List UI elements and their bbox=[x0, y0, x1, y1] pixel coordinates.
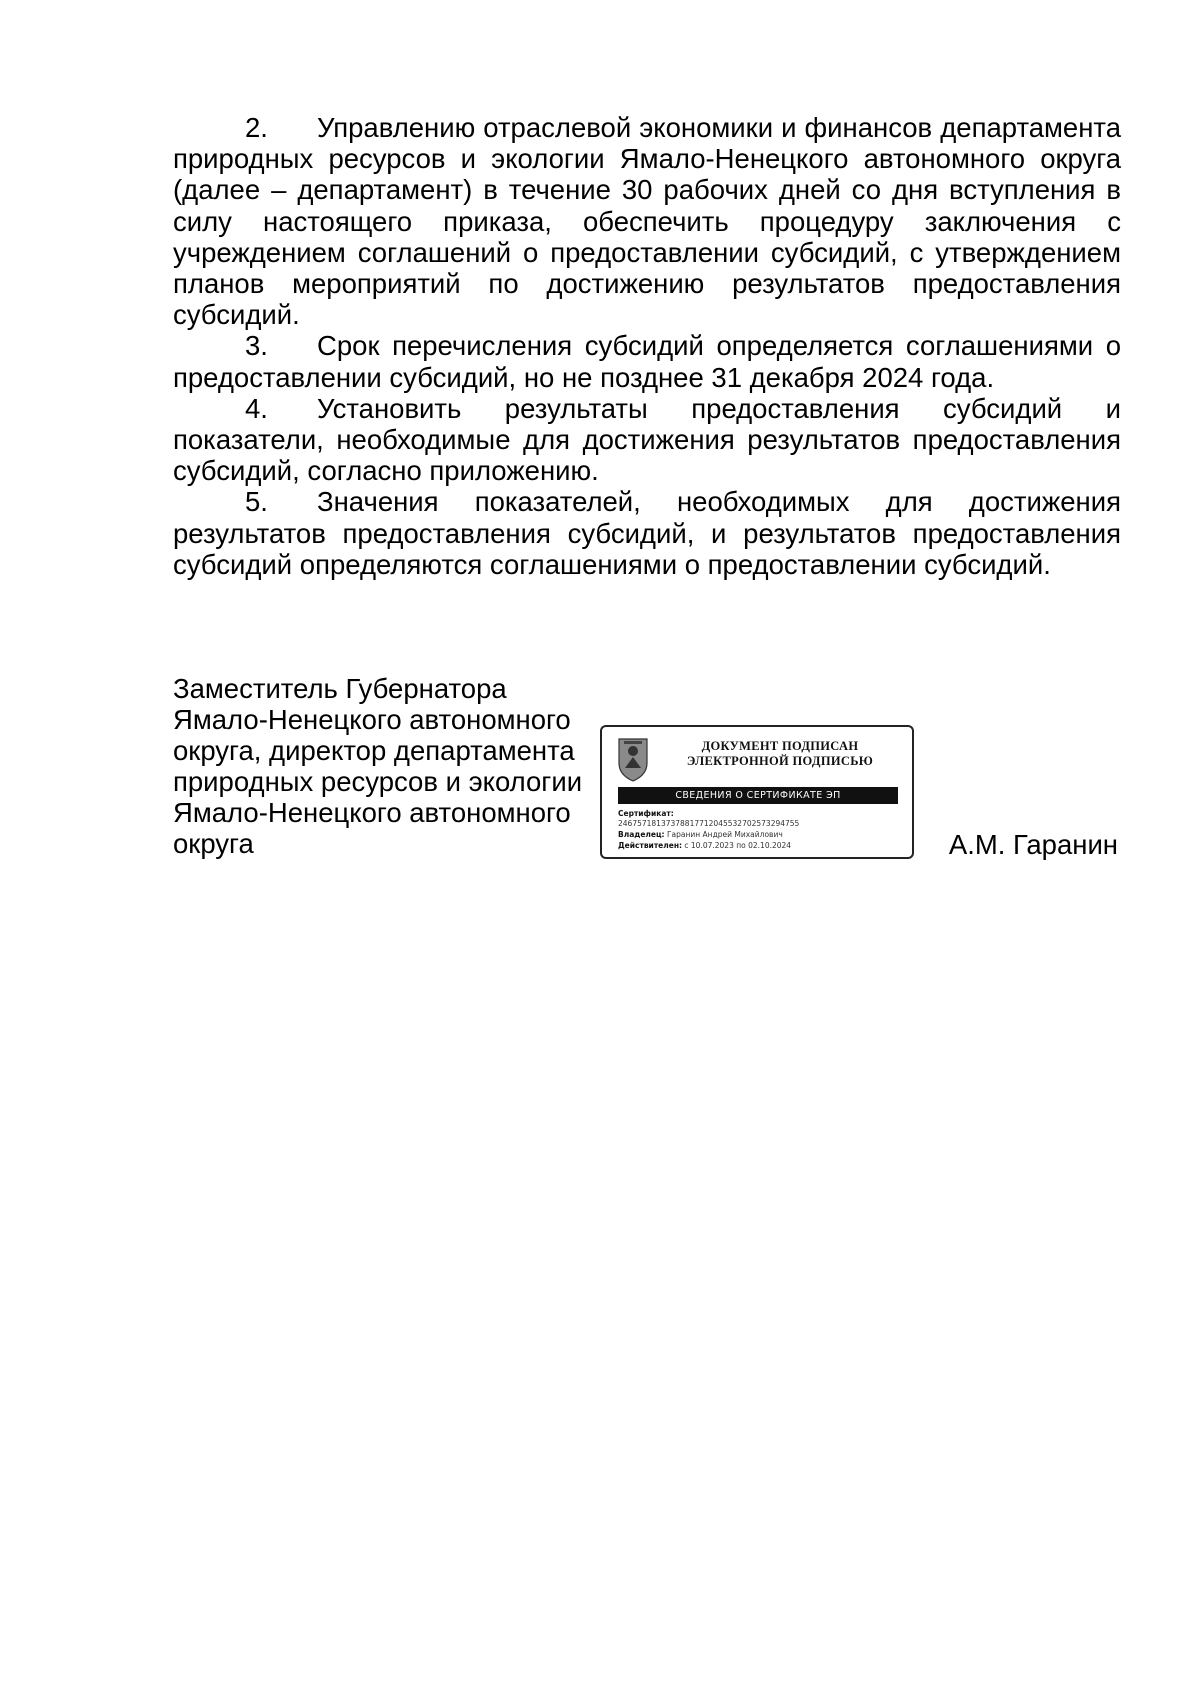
paragraph-4 bbox=[173, 393, 1121, 487]
paragraph-text: Срок перечисления субсидий определяется соглашениями о предоставлении субсидий, но не позднее 31 декабря 2024 года. bbox=[173, 330, 1121, 393]
certificate-info-bar: СВЕДЕНИЯ О СЕРТИФИКАТЕ ЭП bbox=[618, 787, 898, 804]
certificate-validity-line bbox=[618, 841, 908, 851]
paragraph-text: Управлению отраслевой экономики и финансов департамента природных ресурсов и экологии Ямало-Ненецкого автономного округа (далее – департамент) в течение 30 рабочих дней со дня вступления в силу настоящего приказа, обеспечить процедуру заключения с учреждением соглашений о предоставлении субсидий, с утверждением планов мероприятий по достижению результатов предоставления субсидий. bbox=[173, 112, 1121, 331]
paragraph-number: 4. bbox=[245, 392, 268, 424]
paragraph-2 bbox=[173, 112, 1121, 330]
certificate-number: 24675718137378817712045532702573294755 bbox=[618, 819, 800, 828]
paragraph-5 bbox=[173, 486, 1121, 580]
paragraph-text: Значения показателей, необходимых для достижения результатов предоставления субсидий, и результатов предоставления субсидий определяются соглашениями о предоставлении субсидий. bbox=[173, 486, 1121, 580]
certificate-label: Сертификат: bbox=[618, 809, 674, 818]
signatory-name: А.М. Гаранин bbox=[948, 829, 1118, 860]
paragraph-number: 2. bbox=[245, 112, 268, 143]
stamp-title: ДОКУМЕНТ ПОДПИСАН ЭЛЕКТРОННОЙ ПОДПИСЬЮ bbox=[686, 739, 874, 768]
certificate-label-line bbox=[618, 809, 908, 819]
owner-label: Владелец: bbox=[618, 830, 665, 839]
owner-name: Гаранин Андрей Михайлович bbox=[666, 830, 783, 839]
document-body bbox=[173, 112, 1121, 580]
certificate-owner-line bbox=[618, 830, 908, 840]
paragraph-number: 5. bbox=[245, 486, 268, 518]
paragraph-number: 3. bbox=[245, 330, 268, 362]
coat-of-arms-icon bbox=[616, 736, 650, 782]
signatory-position: Заместитель Губернатора Ямало-Ненецкого автономного округа, директор департамента природных ресурсов и экологии Ямало-Ненецкого автономного округа bbox=[173, 673, 583, 859]
paragraph-3 bbox=[173, 330, 1121, 392]
validity-label: Действителен: bbox=[618, 841, 683, 850]
paragraph-text: Установить результаты предоставления субсидий и показатели, необходимые для достижения результатов предоставления субсидий, согласно приложению. bbox=[173, 392, 1121, 487]
electronic-signature-stamp bbox=[600, 725, 914, 859]
validity-period: с 10.07.2023 по 02.10.2024 bbox=[684, 841, 792, 850]
